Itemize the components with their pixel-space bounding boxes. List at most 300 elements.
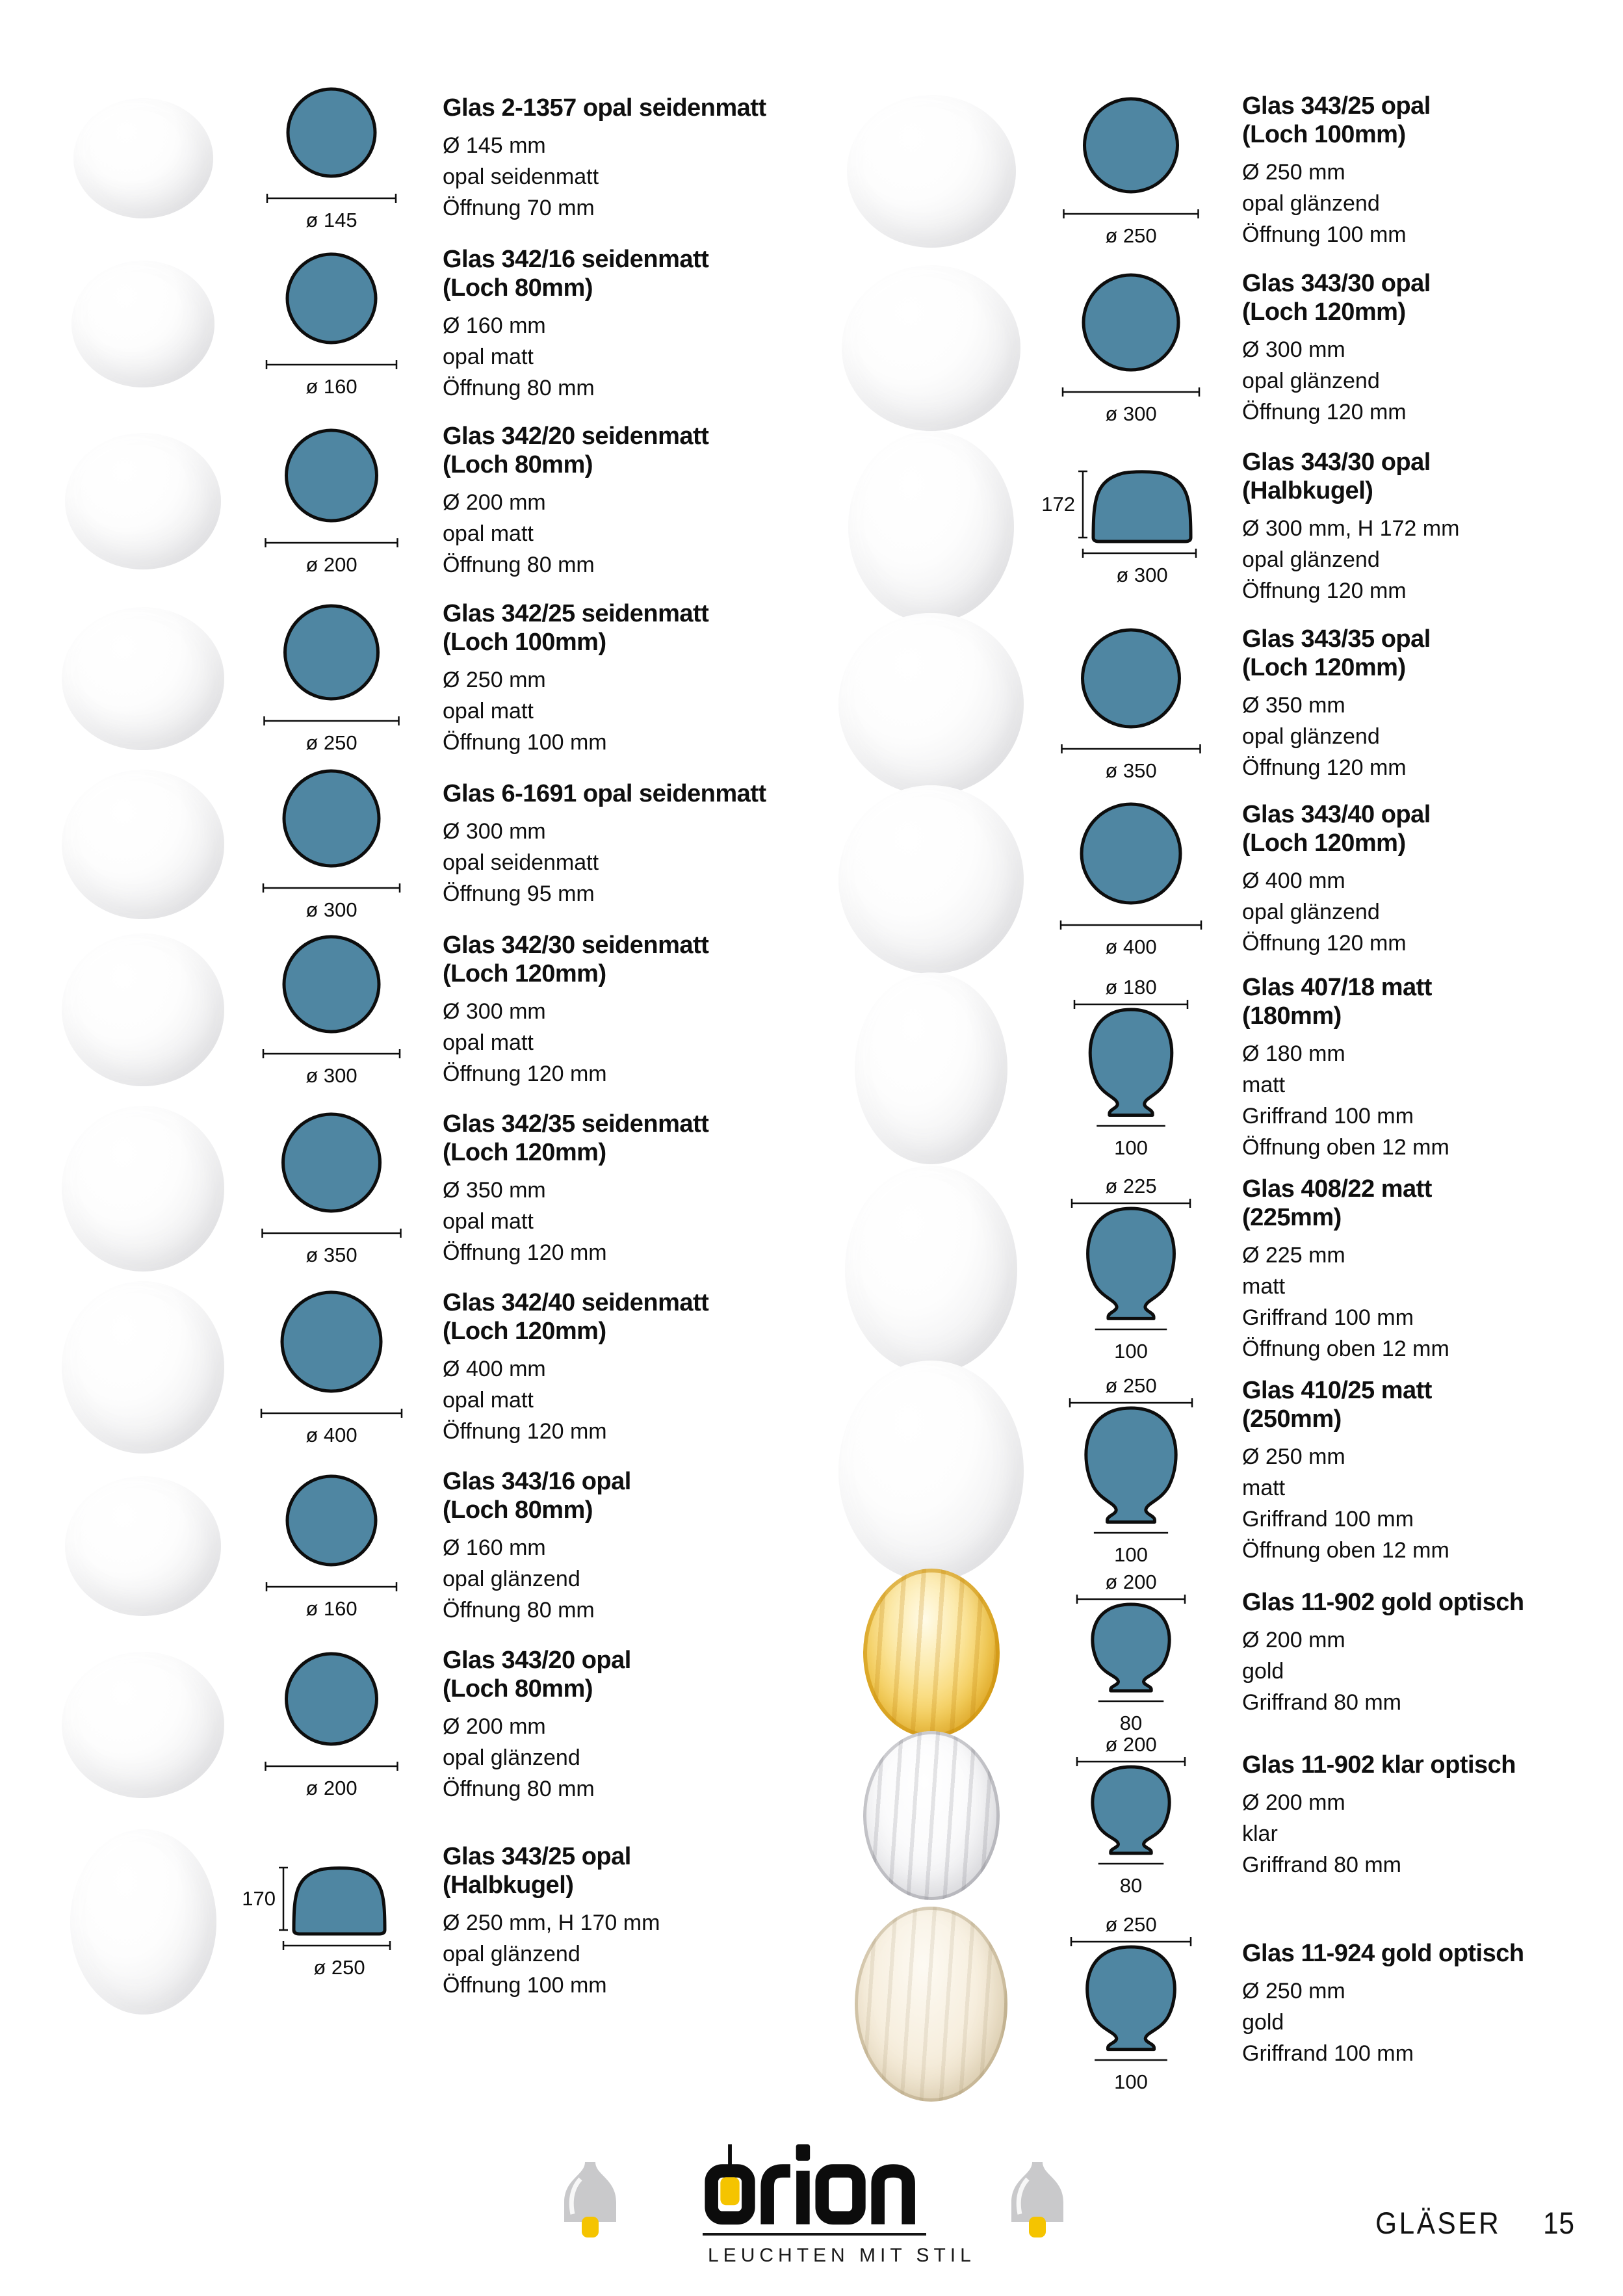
page-number: 15 — [1543, 2206, 1575, 2240]
product-spec-line: Ø 160 mm — [443, 1535, 546, 1560]
product-title: Glas 11-902 gold optisch — [1242, 1589, 1524, 1616]
height-dimension-line — [1078, 471, 1087, 538]
product-text — [439, 1467, 796, 1626]
product-row — [838, 83, 1592, 259]
product-text — [439, 422, 796, 581]
product-text — [1238, 1939, 1592, 2069]
product-spec-line: Öffnung 100 mm — [1242, 222, 1407, 247]
product-title: Glas 342/20 seidenmatt — [443, 423, 709, 450]
product-row — [62, 589, 796, 768]
product-subtitle: (225mm) — [1242, 1204, 1342, 1231]
product-title: Glas 343/20 opal — [443, 1646, 631, 1674]
diameter-label: ø 350 — [1105, 759, 1157, 782]
product-spec-line: Ø 225 mm — [1242, 1243, 1345, 1268]
product-spec-line: opal glänzend — [1242, 724, 1380, 749]
product-spec-line: Öffnung 80 mm — [443, 553, 595, 577]
product-specs — [443, 130, 796, 224]
product-specs — [1242, 1976, 1592, 2069]
product-title: Glas 342/30 seidenmatt — [443, 931, 709, 959]
diameter-label: ø 400 — [1105, 935, 1157, 958]
product-subtitle: (Loch 80mm) — [443, 274, 593, 302]
product-column-right — [838, 83, 1592, 2111]
brand-logo — [684, 2144, 976, 2267]
product-photo — [62, 1476, 224, 1616]
product-spec-line: opal glänzend — [1242, 368, 1380, 393]
product-title: Glas 343/30 opal — [1242, 269, 1431, 297]
product-spec-line: Öffnung 80 mm — [443, 1597, 595, 1623]
product-photo — [62, 1281, 224, 1454]
product-row — [62, 920, 796, 1099]
orion-wordmark — [703, 2144, 926, 2226]
product-photo-image — [65, 1476, 221, 1616]
diameter-label: ø 250 — [305, 731, 357, 754]
product-title: Glas 2-1357 opal seidenmatt — [443, 94, 766, 122]
product-row — [62, 1636, 796, 1814]
diameter-label: ø 180 — [1105, 975, 1157, 998]
diameter-dimension-line — [266, 1582, 396, 1591]
product-spec-line: opal seidenmatt — [443, 164, 599, 189]
product-spec-line: Ø 160 mm — [443, 313, 546, 338]
product-spec-line: Öffnung 80 mm — [443, 1776, 595, 1801]
product-row — [62, 235, 796, 413]
diameter-label: ø 350 — [305, 1244, 357, 1266]
product-spec-line: Ø 300 mm — [443, 998, 546, 1024]
product-subtitle: (Loch 120mm) — [443, 1138, 606, 1166]
product-diagram — [1024, 1173, 1238, 1366]
product-specs — [443, 1175, 796, 1268]
product-photo-image — [845, 1166, 1017, 1374]
pendant-lamp-icon — [559, 2161, 621, 2239]
product-photo — [838, 972, 1024, 1164]
product-title: Glas 342/35 seidenmatt — [443, 1110, 709, 1138]
product-text — [1238, 92, 1592, 250]
product-subtitle: (250mm) — [1242, 1405, 1342, 1433]
product-text — [439, 94, 796, 224]
product-title: Glas 342/16 seidenmatt — [443, 245, 709, 273]
product-photo-image — [847, 95, 1016, 248]
product-specs — [1242, 1240, 1592, 1364]
product-spec-line: opal matt — [443, 521, 534, 546]
letter-r — [768, 2171, 790, 2224]
diameter-label: ø 250 — [1105, 1913, 1157, 1936]
product-photo — [838, 613, 1024, 795]
product-photo-image — [842, 265, 1020, 431]
product-diagram — [224, 1862, 439, 1981]
product-subtitle: (Loch 80mm) — [443, 1496, 593, 1524]
diameter-label: ø 400 — [305, 1423, 357, 1446]
product-row — [838, 967, 1592, 1169]
diagram-glass-shape — [1086, 1408, 1176, 1522]
product-photo — [838, 265, 1024, 431]
diagram-glass-shape — [283, 1114, 380, 1211]
product-spec-line: Öffnung 120 mm — [443, 1061, 607, 1086]
product-photo — [838, 1569, 1024, 1738]
product-text — [1238, 269, 1592, 428]
product-spec-line: matt — [1242, 1073, 1286, 1097]
product-specs — [1242, 157, 1592, 250]
product-spec-line: Ø 250 mm, H 170 mm — [443, 1911, 660, 1935]
product-photo-image — [838, 785, 1024, 974]
product-subtitle: (Loch 120mm) — [443, 959, 606, 987]
diagram-glass-shape — [287, 254, 376, 343]
product-diagram — [224, 602, 439, 755]
product-row — [838, 259, 1592, 437]
product-row — [62, 768, 796, 920]
product-spec-line: Ø 200 mm — [1242, 1628, 1345, 1652]
page-label — [1375, 2205, 1575, 2241]
product-title: Glas 11-924 gold optisch — [1242, 1940, 1524, 1967]
product-specs — [1242, 334, 1592, 428]
product-title: Glas 6-1691 opal seidenmatt — [443, 779, 766, 807]
diagram-glass-shape — [1083, 630, 1180, 727]
product-diagram — [1024, 626, 1238, 783]
product-spec-line: Öffnung 120 mm — [1242, 399, 1407, 424]
product-text — [439, 779, 796, 909]
product-diagram — [1024, 1912, 1238, 2096]
diagram-glass-shape — [284, 937, 379, 1032]
diameter-dimension-line — [263, 883, 400, 893]
diagram-glass-shape — [284, 771, 379, 866]
diameter-label: ø 300 — [1105, 402, 1157, 425]
product-text — [439, 1110, 796, 1268]
product-spec-line: Öffnung oben 12 mm — [1242, 1135, 1449, 1160]
product-spec-line: Öffnung 70 mm — [443, 195, 595, 220]
product-row — [838, 1169, 1592, 1370]
product-spec-line: opal matt — [443, 344, 534, 369]
letter-i-dot — [796, 2144, 811, 2160]
product-spec-line: Ø 200 mm — [443, 490, 546, 515]
product-row — [838, 437, 1592, 616]
product-spec-line: Griffrand 100 mm — [1242, 1507, 1414, 1532]
product-title: Glas 408/22 matt — [1242, 1175, 1432, 1203]
product-photo — [62, 607, 224, 750]
diameter-dimension-line — [1072, 1199, 1190, 1208]
lamp-bulb — [1029, 2217, 1046, 2237]
product-spec-line: Griffrand 100 mm — [1242, 1305, 1414, 1330]
product-specs — [1242, 1038, 1592, 1163]
product-photo — [62, 1106, 224, 1272]
product-spec-line: Griffrand 80 mm — [1242, 1690, 1402, 1715]
product-text — [439, 1646, 796, 1805]
product-spec-line: Ø 350 mm — [443, 1177, 546, 1203]
product-photo — [838, 1731, 1024, 1900]
product-spec-line: Ø 200 mm — [1242, 1790, 1345, 1815]
product-title: Glas 343/25 opal — [1242, 92, 1431, 120]
diameter-dimension-line — [1077, 1595, 1185, 1604]
diagram-glass-shape — [1088, 1208, 1175, 1318]
diagram-glass-shape — [288, 89, 375, 176]
product-specs — [443, 310, 796, 404]
product-diagram — [224, 1650, 439, 1800]
product-spec-line: Griffrand 100 mm — [1242, 1104, 1414, 1128]
product-photo — [62, 933, 224, 1086]
product-spec-line: Griffrand 100 mm — [1242, 2041, 1414, 2066]
product-photo-image — [62, 933, 224, 1086]
diameter-label: ø 300 — [1116, 563, 1168, 586]
neck-label: 100 — [1114, 1543, 1148, 1566]
product-diagram — [224, 426, 439, 577]
product-spec-line: Öffnung 100 mm — [443, 729, 607, 755]
product-text — [439, 245, 796, 404]
product-photo-image — [62, 1106, 224, 1272]
product-photo-image — [62, 1652, 224, 1798]
diagram-glass-shape — [1093, 471, 1191, 541]
product-spec-line: opal glänzend — [443, 1566, 580, 1591]
diameter-label: ø 200 — [305, 553, 357, 576]
brand-tagline: LEUCHTEN MIT STIL — [708, 2245, 976, 2266]
product-photo-image — [62, 607, 224, 750]
product-photo — [838, 95, 1024, 248]
diameter-dimension-line — [1071, 1937, 1191, 1946]
product-photo-image — [838, 1361, 1024, 1582]
diameter-dimension-line — [266, 538, 398, 547]
product-spec-line: opal glänzend — [443, 1942, 580, 1966]
diameter-label: ø 145 — [305, 208, 357, 231]
product-row — [838, 1734, 1592, 1897]
product-specs — [1242, 513, 1592, 607]
diagram-glass-shape — [285, 606, 378, 699]
product-diagram — [1024, 974, 1238, 1162]
product-row — [838, 616, 1592, 792]
product-text — [1238, 1175, 1592, 1364]
product-photo — [838, 1166, 1024, 1374]
diagram-glass-shape — [287, 1654, 377, 1744]
product-text — [1238, 625, 1592, 783]
product-spec-line: matt — [1242, 1274, 1286, 1299]
diameter-label: ø 200 — [305, 1777, 357, 1799]
product-photo-image — [65, 433, 221, 569]
product-spec-line: Öffnung 95 mm — [443, 881, 595, 906]
product-diagram — [1024, 1373, 1238, 1569]
product-spec-line: Öffnung 120 mm — [1242, 755, 1407, 780]
diameter-dimension-line — [1077, 1757, 1185, 1766]
diameter-dimension-line — [1061, 920, 1201, 930]
product-subtitle: (Loch 120mm) — [1242, 654, 1406, 681]
section-label: GLÄSER — [1375, 2206, 1501, 2240]
diameter-label: ø 250 — [1105, 1374, 1157, 1397]
product-spec-line: opal matt — [443, 1030, 534, 1055]
product-text — [439, 1288, 796, 1447]
product-diagram — [224, 85, 439, 232]
product-title: Glas 343/25 opal — [443, 1843, 631, 1870]
product-title: Glas 343/35 opal — [1242, 625, 1431, 653]
product-specs — [1242, 1441, 1592, 1566]
product-title: Glas 11-902 klar optisch — [1242, 1751, 1516, 1779]
product-text — [1238, 1751, 1592, 1881]
product-spec-line: Öffnung oben 12 mm — [1242, 1538, 1449, 1563]
product-title: Glas 410/25 matt — [1242, 1377, 1432, 1404]
diameter-label: ø 250 — [313, 1956, 365, 1979]
diameter-dimension-line — [266, 360, 396, 369]
product-spec-line: opal matt — [443, 1208, 534, 1234]
product-spec-line: Öffnung 100 mm — [443, 1973, 607, 1998]
neck-label: 80 — [1119, 1873, 1143, 1897]
diameter-dimension-line — [1063, 387, 1199, 397]
product-subtitle: (Loch 80mm) — [443, 1675, 593, 1702]
product-spec-line: Ø 400 mm — [443, 1356, 546, 1381]
product-spec-line: Öffnung 80 mm — [443, 375, 595, 400]
diagram-glass-shape — [294, 1868, 385, 1934]
product-spec-line: Ø 350 mm — [1242, 693, 1345, 718]
diagram-glass-shape — [1084, 275, 1178, 370]
neck-label: 100 — [1114, 1136, 1148, 1159]
product-text — [439, 931, 796, 1089]
product-spec-line: opal glänzend — [443, 1745, 580, 1770]
product-specs — [1242, 865, 1592, 959]
diagram-glass-shape — [282, 1292, 381, 1391]
product-text — [439, 1842, 796, 2001]
product-title: Glas 343/16 opal — [443, 1467, 631, 1495]
product-diagram — [1024, 95, 1238, 248]
product-spec-line: opal seidenmatt — [443, 850, 599, 875]
product-photo-image — [848, 431, 1014, 623]
letter-o2 — [822, 2171, 859, 2218]
product-row — [62, 82, 796, 235]
product-spec-line: Öffnung 120 mm — [443, 1418, 607, 1444]
product-subtitle: (Loch 100mm) — [443, 628, 606, 656]
product-specs — [1242, 1787, 1592, 1881]
product-spec-line: Ø 250 mm — [1242, 160, 1345, 185]
product-spec-line: Öffnung 120 mm — [1242, 931, 1407, 956]
product-spec-line: Ø 250 mm — [1242, 1444, 1345, 1469]
product-subtitle: (Halbkugel) — [443, 1872, 574, 1899]
product-subtitle: (Loch 120mm) — [443, 1317, 606, 1345]
product-spec-line: Ø 250 mm — [443, 667, 546, 692]
product-specs — [443, 664, 796, 758]
product-specs — [443, 487, 796, 581]
diameter-label: ø 300 — [305, 898, 357, 921]
product-diagram — [224, 1288, 439, 1447]
product-specs — [1242, 690, 1592, 783]
product-photo — [62, 98, 224, 218]
product-row — [838, 792, 1592, 967]
product-diagram — [224, 767, 439, 922]
pendant-lamp-icon — [1006, 2161, 1069, 2239]
product-row — [62, 1457, 796, 1636]
product-spec-line: matt — [1242, 1476, 1286, 1500]
product-photo — [838, 1361, 1024, 1582]
diagram-glass-shape — [1090, 1010, 1172, 1115]
product-photo — [62, 770, 224, 919]
letter-n — [878, 2171, 909, 2224]
product-spec-line: Ø 300 mm, H 172 mm — [1242, 515, 1460, 541]
product-title: Glas 343/30 opal — [1242, 448, 1431, 476]
lamp-bulb — [582, 2217, 599, 2237]
product-text — [439, 599, 796, 758]
product-row — [838, 1370, 1592, 1572]
diagram-glass-shape — [1082, 804, 1180, 903]
product-photo — [838, 1907, 1024, 2102]
neck-label: 100 — [1114, 1340, 1148, 1363]
diameter-dimension-line — [1083, 549, 1196, 558]
product-text — [1238, 1588, 1592, 1718]
product-diagram — [1024, 1569, 1238, 1738]
product-spec-line: Öffnung oben 12 mm — [1242, 1337, 1449, 1361]
product-spec-line: opal glänzend — [1242, 547, 1380, 572]
product-spec-line: Öffnung 120 mm — [443, 1240, 607, 1265]
diameter-label: ø 225 — [1105, 1175, 1157, 1197]
diameter-dimension-line — [265, 716, 399, 725]
diameter-dimension-line — [283, 1941, 390, 1950]
diagram-glass-shape — [1087, 1947, 1175, 2050]
product-title: Glas 343/40 opal — [1242, 801, 1431, 828]
product-spec-line: Griffrand 80 mm — [1242, 1853, 1402, 1877]
product-spec-line: Ø 300 mm — [1242, 337, 1345, 362]
diameter-label: ø 200 — [1105, 1570, 1157, 1593]
product-specs — [443, 1711, 796, 1805]
product-subtitle: (Loch 80mm) — [443, 451, 593, 478]
product-photo-image — [62, 1281, 224, 1454]
product-spec-line: gold — [1242, 1659, 1284, 1684]
diameter-dimension-line — [1074, 1000, 1188, 1009]
product-diagram — [1024, 466, 1238, 588]
diagram-glass-shape — [287, 430, 377, 521]
product-diagram — [224, 933, 439, 1088]
product-photo-image — [863, 1569, 1000, 1738]
product-spec-line: opal matt — [443, 1387, 534, 1413]
product-spec-line: opal glänzend — [1242, 191, 1380, 216]
diameter-label: ø 250 — [1105, 224, 1157, 247]
product-diagram — [1024, 271, 1238, 426]
diameter-dimension-line — [267, 194, 396, 203]
product-photo-image — [62, 770, 224, 919]
product-diagram — [224, 1472, 439, 1621]
product-spec-line: Ø 180 mm — [1242, 1041, 1345, 1066]
page-footer — [0, 2139, 1623, 2296]
diameter-dimension-line — [261, 1409, 402, 1418]
product-diagram — [224, 250, 439, 398]
product-photo — [62, 261, 224, 387]
product-photo-image — [863, 1731, 1000, 1900]
product-photo-image — [73, 98, 213, 218]
product-subtitle: (Loch 120mm) — [1242, 298, 1406, 326]
diameter-label: ø 200 — [1105, 1732, 1157, 1756]
product-row — [838, 1897, 1592, 2111]
product-diagram — [1024, 800, 1238, 959]
diameter-dimension-line — [266, 1762, 398, 1771]
product-photo — [838, 785, 1024, 974]
product-title: Glas 342/40 seidenmatt — [443, 1288, 709, 1316]
diameter-dimension-line — [1070, 1398, 1192, 1407]
diagram-glass-shape — [1085, 99, 1178, 192]
product-specs — [1242, 1624, 1592, 1718]
product-subtitle: (Loch 120mm) — [1242, 829, 1406, 857]
product-row — [838, 1572, 1592, 1734]
product-photo-image — [70, 1829, 216, 2015]
product-specs — [443, 996, 796, 1089]
product-spec-line: klar — [1242, 1821, 1278, 1846]
product-photo — [62, 1652, 224, 1798]
logo-tag — [720, 2177, 739, 2205]
neck-label: 100 — [1114, 2070, 1148, 2093]
diameter-label: ø 300 — [305, 1063, 357, 1087]
product-spec-line: Ø 200 mm — [443, 1714, 546, 1739]
product-specs — [443, 816, 796, 909]
product-photo-image — [71, 261, 214, 387]
product-diagram — [224, 1110, 439, 1267]
product-row — [62, 1278, 796, 1457]
diagram-glass-shape — [1093, 1604, 1169, 1691]
product-title: Glas 407/18 matt — [1242, 974, 1432, 1001]
product-column-left — [62, 82, 796, 2029]
product-spec-line: Ø 250 mm — [1242, 1979, 1345, 2003]
height-dimension-line — [279, 1868, 288, 1930]
product-spec-line: opal matt — [443, 698, 534, 724]
product-text — [1238, 800, 1592, 959]
product-subtitle: (Halbkugel) — [1242, 476, 1373, 504]
product-specs — [443, 1353, 796, 1447]
product-spec-line: opal glänzend — [1242, 900, 1380, 924]
